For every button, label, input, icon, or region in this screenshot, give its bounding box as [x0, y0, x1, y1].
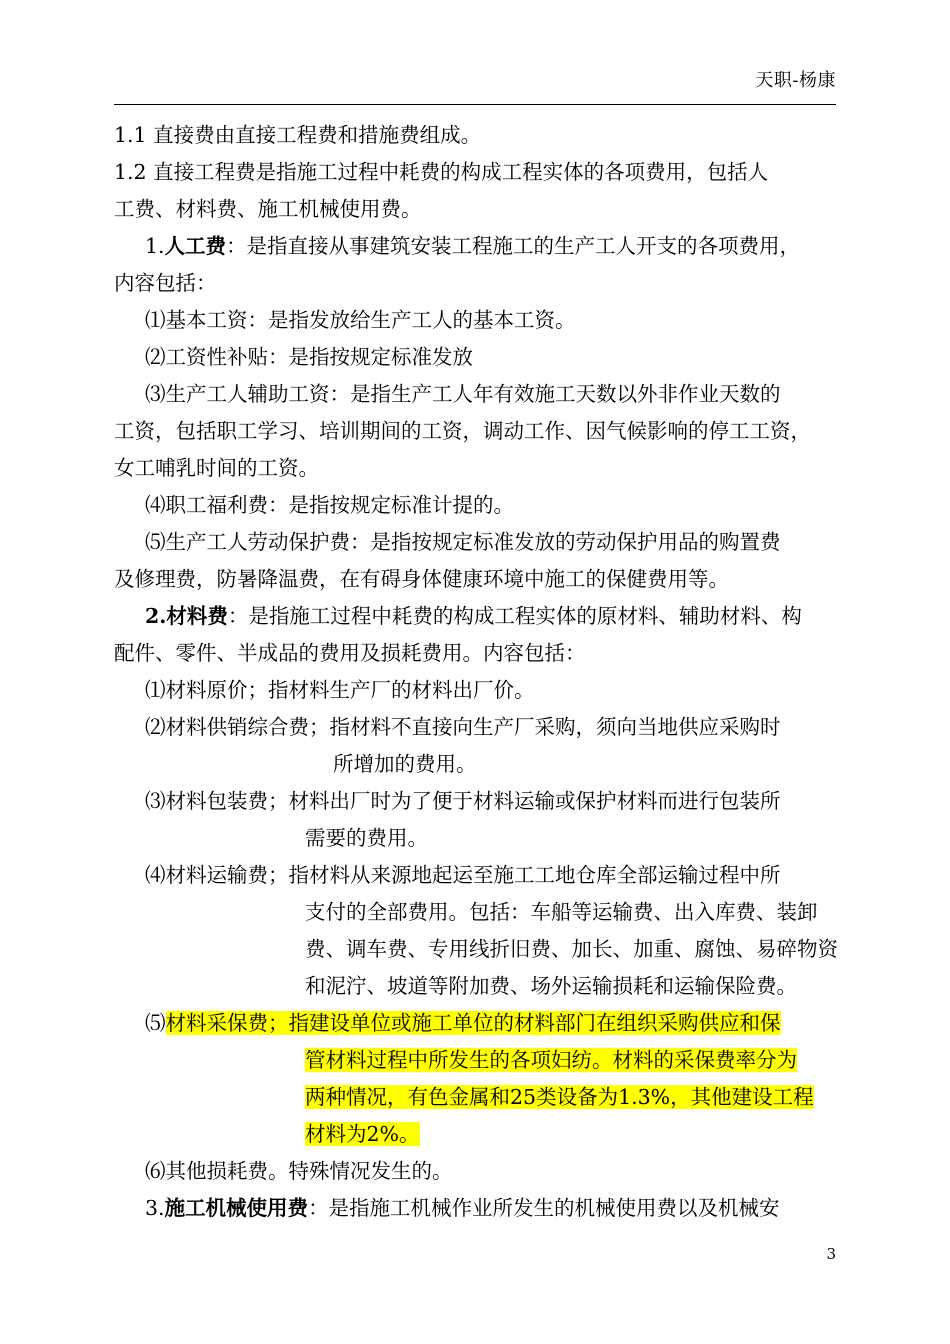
labor-item-3-line-3: 女工哺乳时间的工资。	[114, 456, 319, 480]
paragraph-1-1: 1.1 直接费由直接工程费和措施费组成。	[114, 123, 482, 147]
material-item-5-line-4	[114, 1116, 836, 1153]
paragraph-1-2-line-1: 1.2 直接工程费是指施工过程中耗费的构成工程实体的各项费用，包括人	[114, 160, 769, 184]
labor-item-4: ⑷职工福利费：是指按规定标准计提的。	[145, 493, 514, 517]
material-item-4-line-1: ⑷材料运输费；指材料从来源地起运至施工工地仓库全部运输过程中所	[145, 863, 781, 887]
page-header-author: 天职-杨康	[755, 70, 836, 91]
material-item-1: ⑴材料原价；指材料生产厂的材料出厂价。	[145, 678, 535, 702]
section-material-heading	[114, 598, 836, 635]
document-body	[114, 117, 836, 1227]
highlighted-text: 管材料过程中所发生的各项妇纺。材料的采保费率分为	[305, 1048, 797, 1072]
material-item-6: ⑹其他损耗费。特殊情况发生的。	[145, 1159, 453, 1183]
labor-item-3-line-1: ⑶生产工人辅助工资：是指生产工人年有效施工天数以外非作业天数的	[145, 382, 781, 406]
highlighted-text: 材料为2%。	[305, 1122, 420, 1146]
highlighted-text: 材料采保费；指建设单位或施工单位的材料部门在组织采购供应和保	[165, 1011, 781, 1035]
section-number: 3.	[145, 1196, 165, 1220]
section-number: 2.	[145, 604, 167, 628]
material-item-4-line-3: 费、调车费、专用线折旧费、加长、加重、腐蚀、易碎物资	[305, 937, 838, 961]
highlighted-text: 两种情况，有色金属和25类设备为1.3%，其他建设工程	[305, 1085, 814, 1109]
section-title-labor: 人工费	[164, 234, 227, 258]
material-item-2-line-2: 所增加的费用。	[333, 752, 477, 776]
material-item-5-line-2	[114, 1042, 836, 1079]
labor-item-3-line-2: 工资，包括职工学习、培训期间的工资，调动工作、因气候影响的停工工资，	[114, 419, 811, 443]
material-item-3-line-1: ⑶材料包装费；材料出厂时为了便于材料运输或保护材料而进行包装所	[145, 789, 781, 813]
material-item-5-line-1	[114, 1005, 836, 1042]
item-number: ⑸	[145, 1011, 166, 1035]
header-rule	[114, 104, 836, 105]
labor-item-2: ⑵工资性补贴：是指按规定标准发放	[145, 345, 473, 369]
section-machinery-heading	[114, 1190, 836, 1227]
section-title-machinery: 施工机械使用费	[164, 1196, 309, 1220]
section-labor-heading	[114, 228, 836, 265]
section-title-material: 材料费	[166, 604, 228, 628]
paragraph-1-2-line-2: 工费、材料费、施工机械使用费。	[114, 197, 422, 221]
section-text: ：是指直接从事建筑安装工程施工的生产工人开支的各项费用，	[226, 234, 801, 258]
material-item-5-line-3	[114, 1079, 836, 1116]
labor-item-5-line-1: ⑸生产工人劳动保护费：是指按规定标准发放的劳动保护用品的购置费	[145, 530, 781, 554]
section-text: ：是指施工过程中耗费的构成工程实体的原材料、辅助材料、构	[227, 604, 802, 628]
labor-item-1: ⑴基本工资：是指发放给生产工人的基本工资。	[145, 308, 576, 332]
material-item-4-line-4: 和泥泞、坡道等附加费、场外运输损耗和运输保险费。	[305, 974, 797, 998]
section-text: ：是指施工机械作业所发生的机械使用费以及机械安	[308, 1196, 780, 1220]
section-material-line-2: 配件、零件、半成品的费用及损耗费用。内容包括：	[114, 641, 586, 665]
section-number: 1.	[145, 234, 165, 258]
material-item-4-line-2: 支付的全部费用。包括：车船等运输费、出入库费、装卸	[305, 900, 818, 924]
material-item-3-line-2: 需要的费用。	[305, 826, 428, 850]
page-number: 3	[826, 1245, 836, 1263]
labor-item-5-line-2: 及修理费，防暑降温费，在有碍身体健康环境中施工的保健费用等。	[114, 567, 729, 591]
material-item-2-line-1: ⑵材料供销综合费；指材料不直接向生产厂采购，须向当地供应采购时	[145, 715, 781, 739]
section-labor-line-2: 内容包括：	[114, 271, 217, 295]
